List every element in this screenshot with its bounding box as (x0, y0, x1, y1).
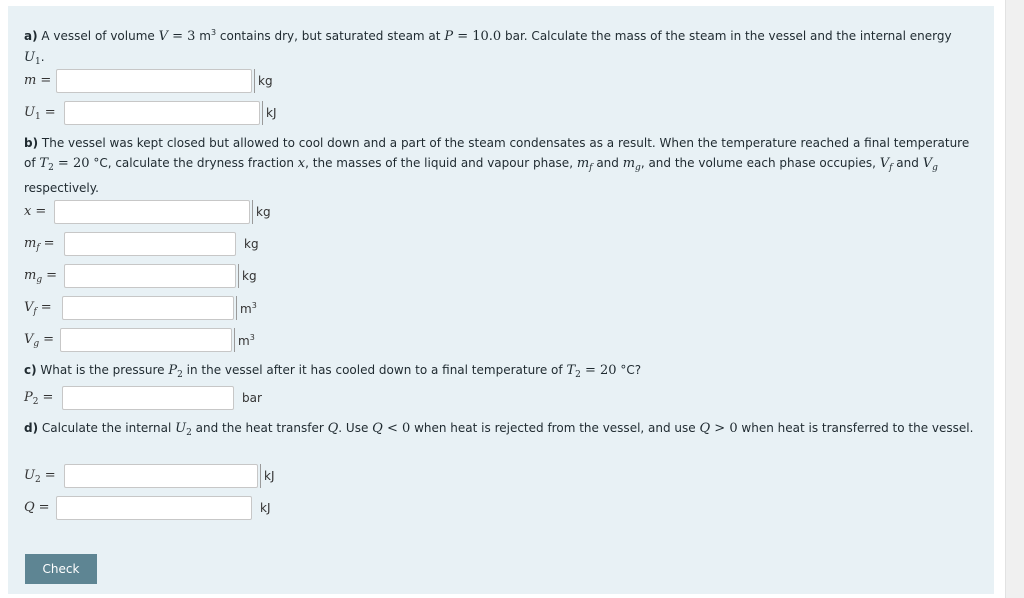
m-input[interactable] (56, 69, 252, 93)
u1-input[interactable] (64, 101, 260, 125)
q-label: Q = (24, 500, 50, 515)
x-unit: kg (256, 205, 271, 219)
u1-unit: kJ (266, 106, 277, 120)
u2-unit: kJ (264, 469, 275, 483)
u1-label: $U_1$ = (24, 105, 56, 122)
u2-input[interactable] (64, 464, 258, 488)
m-unit: kg (258, 74, 273, 88)
vg-input[interactable] (60, 328, 232, 352)
u2-unit-divider (260, 464, 261, 488)
mf-input[interactable] (64, 232, 236, 256)
mf-label: $m_f$ = (24, 236, 55, 253)
part-c-text: c) What is the pressure $P_2$ in the vessel after it has cooled down to a final temperature of $T_2 = 20$ °C? (24, 363, 642, 380)
x-label: x = (24, 204, 47, 219)
mg-label: $m_g$ = (24, 268, 57, 285)
mf-unit: kg (244, 237, 259, 251)
x-unit-divider (252, 200, 253, 224)
q-input[interactable] (56, 496, 252, 520)
part-d-text: d) Calculate the internal $U_2$ and the heat transfer Q. Use Q < 0 when heat is rejected from the vessel, and use Q > 0 when heat is transferred to the vessel. (24, 421, 974, 438)
q-unit: kJ (260, 501, 271, 515)
mg-input[interactable] (64, 264, 236, 288)
scrollbar[interactable] (1005, 0, 1024, 598)
check-button[interactable]: Check (25, 554, 97, 584)
p2-unit: bar (242, 391, 262, 405)
m-unit-divider (254, 69, 255, 93)
p2-label: $P_2$ = (24, 390, 54, 407)
mg-unit: kg (242, 269, 257, 283)
vg-label: $V_g$ = (24, 332, 55, 349)
vg-unit: $m^3$ (238, 333, 255, 348)
u1-unit-divider (262, 101, 263, 125)
part-b-text: b) The vessel was kept closed but allowed to cool down and a part of the steam condensates as a result. When the temperature reached a final temperature of $T_2 = 20$ °C, calculate the dryness fraction x, the masses of the liquid and vapour phase, $m_f$ and $m_g$, and the volume each phase occupies, $V_f$ and $V_g$ respectively. (24, 136, 970, 195)
p2-input[interactable] (62, 386, 234, 410)
mg-unit-divider (238, 264, 239, 288)
x-input[interactable] (54, 200, 250, 224)
u2-label: $U_2$ = (24, 468, 56, 485)
vf-unit-divider (236, 296, 237, 320)
part-a-text: a) A vessel of volume V = 3 $m^3$ contains dry, but saturated steam at P = 10.0 bar. Calculate the mass of the steam in the vessel and the internal energy $U_1$. (24, 28, 952, 67)
vf-input[interactable] (62, 296, 234, 320)
vf-label: $V_f$ = (24, 300, 52, 317)
m-label: m = (24, 73, 52, 88)
vg-unit-divider (234, 328, 235, 352)
vf-unit: $m^3$ (240, 301, 257, 316)
